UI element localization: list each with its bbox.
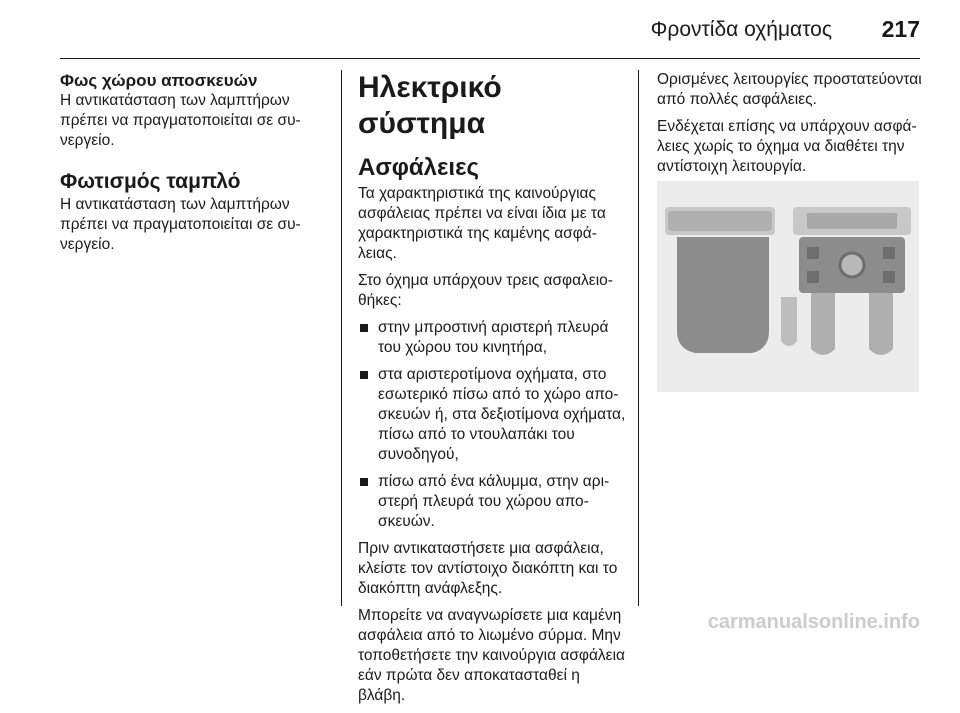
paragraph-before-replace: Πριν αντικαταστήσετε μια ασφάλεια, κλείστε τον αντίστοιχο διακόπτη και το διακόπτη ανάφλεξης.	[358, 540, 618, 597]
fuse-box-list	[358, 318, 626, 532]
paragraph-fuse-boxes: Στο όχημα υπάρχουν τρεις ασφαλειοθήκες:	[358, 272, 613, 309]
list-item: στα αριστεροτίμονα οχήματα, στο εσωτερικό πίσω από το χώρο αποσκευών ή, στα δεξιοτίμονα οχήματα, πίσω από το ντουλαπάκι του συνοδηγού,	[358, 365, 626, 465]
column-right	[657, 70, 923, 184]
fuse-blade-right-icon	[869, 293, 893, 355]
paragraph-fuse-specs: Τα χαρακτηριστικά της καινούργιας ασφάλειας πρέπει να είναι ίδια με τα χαρακτηριστικά της καμένης ασφάλειας.	[358, 185, 606, 262]
list-item: στην μπροστινή αριστερή πλευρά του χώρου του κινητήρα,	[358, 318, 626, 358]
paragraph-dashboard-light: Η αντικατάσταση των λαμπτήρων πρέπει να πραγματοποιείται σε συνεργείο.	[60, 196, 301, 253]
column-divider-1	[341, 70, 342, 606]
heading-dashboard-light: Φωτισμός ταμπλό	[60, 170, 241, 193]
paragraph-blown-fuse: Μπορείτε να αναγνωρίσετε μια καμένη ασφάλεια από το λιωμένο σύρμα. Μην τοποθετήσετε την καινούργια ασφάλεια εάν πρώτα δεν αποκατασταθεί η βλάβη.	[358, 607, 625, 704]
column-divider-2	[638, 70, 639, 606]
paragraph-spare-fuses: Ενδέχεται επίσης να υπάρχουν ασφάλειες χωρίς το όχημα να διαθέτει την αντίστοιχη λειτουργία.	[657, 118, 917, 175]
fuse-illustration	[657, 181, 919, 392]
fuse-blade-left-icon	[811, 293, 835, 355]
paragraph-trunk-light: Η αντικατάσταση των λαμπτήρων πρέπει να πραγματοποιείται σε συνεργείο.	[60, 92, 301, 149]
fuse-left-body-icon	[677, 237, 769, 353]
column-left	[60, 70, 322, 262]
column-middle	[358, 70, 626, 713]
page-number: 217	[881, 16, 920, 42]
header-title: Φροντίδα οχήματος	[650, 18, 832, 41]
paragraph-multiple-fuses: Ορισμένες λειτουργίες προστατεύονται από πολλές ασφάλειες.	[657, 71, 922, 108]
fuse-illustration-svg	[657, 181, 919, 392]
heading-fuses: Ασφάλειες	[358, 154, 479, 181]
header-rule	[60, 58, 920, 59]
watermark: carmanualsonline.info	[707, 611, 920, 633]
heading-trunk-light: Φως χώρου αποσκευών	[60, 71, 258, 90]
section-title-electrical-system: Ηλεκτρικό σύστημα	[358, 71, 502, 140]
fuse-window-icon	[840, 253, 864, 277]
list-item: πίσω από ένα κάλυμμα, στην αριστερή πλευρά του χώρου αποσκευών.	[358, 472, 626, 532]
